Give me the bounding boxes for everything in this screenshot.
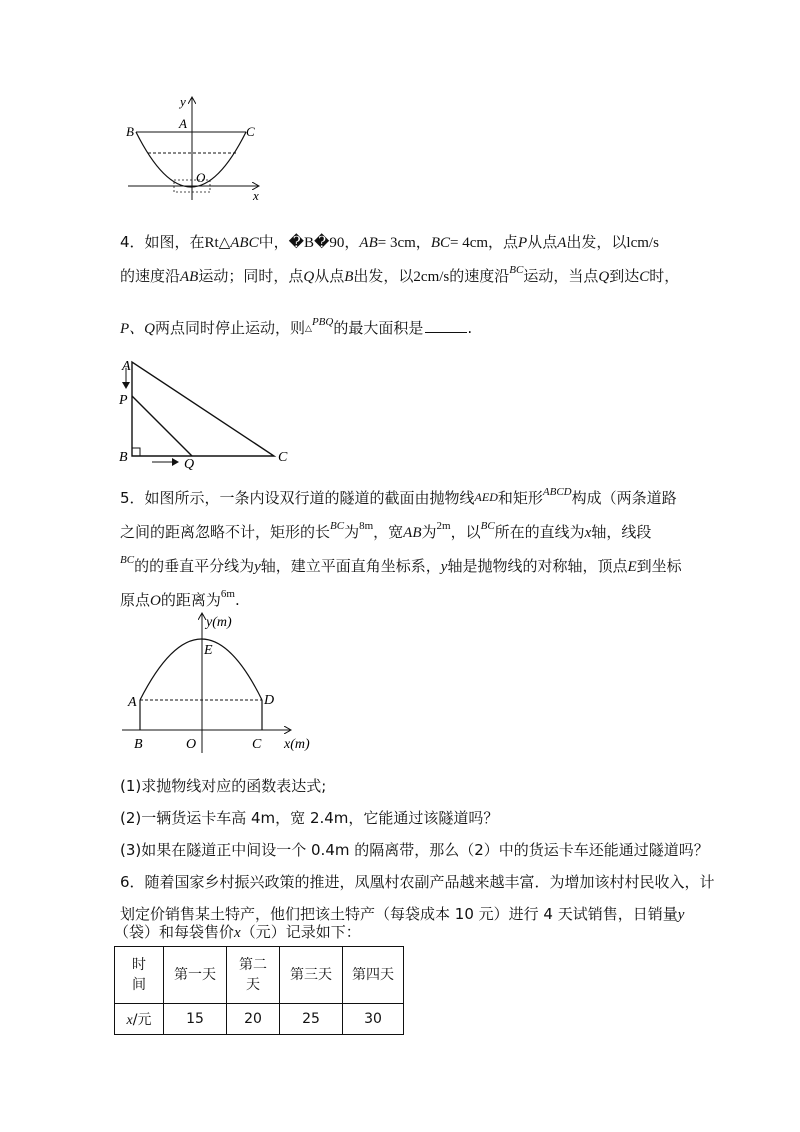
- q5-line1: [120, 488, 677, 510]
- q4-a: A: [557, 235, 567, 251]
- fig3-label-o: O: [186, 737, 197, 752]
- q4-angle: �B�90: [288, 235, 345, 251]
- q6-y: y: [677, 907, 685, 923]
- fig1-label-x: x: [253, 188, 259, 203]
- fig1-label-a: A: [179, 116, 187, 131]
- q4-text: 两点同时停止运动，则: [155, 319, 306, 337]
- q5-text: 原点: [120, 591, 151, 609]
- q4-rt: Rt△: [204, 235, 231, 251]
- fig1-label-y: y: [180, 94, 186, 109]
- fig2-label-p: P: [119, 393, 128, 408]
- q4-b: B: [344, 269, 354, 285]
- q5-y: y: [254, 559, 261, 575]
- q5-text: 构成（两条道路: [571, 489, 677, 507]
- q5-sub-3: (3)如果在隧道正中间设一个 0.4m 的隔离带，那么（2）中的货运卡车还能通过隧道吗？: [120, 841, 709, 859]
- q4-text: 4．如图，在: [120, 233, 205, 251]
- q4-text: 的最大面积是: [333, 319, 424, 337]
- q5-text: 到坐标: [636, 557, 682, 575]
- q6-line3: [114, 922, 361, 943]
- q5-sub-2: (2)一辆货运卡车高 4m，宽 2.4m，它能通过该隧道吗？: [120, 809, 499, 827]
- triangle-icon: △: [305, 324, 312, 334]
- q5-ab: AB: [403, 525, 422, 541]
- figure-parabola-bowl: [118, 92, 268, 204]
- q4-text: 从点: [527, 233, 558, 251]
- q4-speed2: 2cm/s: [413, 269, 450, 285]
- q5-sub-1: (1)求抛物线对应的函数表达式;: [120, 777, 327, 795]
- q5-width: 2m: [436, 520, 451, 532]
- q5-text: 的距离为: [160, 591, 221, 609]
- fig1-label-o: O: [196, 170, 206, 185]
- q4-text: 时，: [649, 267, 680, 285]
- fig2-label-q: Q: [184, 457, 195, 472]
- q5-text: 轴是抛物线的对称轴，顶点: [447, 557, 628, 575]
- fig3-label-d: D: [264, 693, 275, 708]
- q5-bc: BC: [480, 520, 495, 532]
- q4-q: Q: [303, 269, 315, 285]
- q5-line2: [120, 522, 651, 544]
- q4-pq: P、Q: [120, 321, 155, 337]
- table-header-cell: 第二 天: [227, 947, 280, 1004]
- q4-text: ，点: [488, 233, 519, 251]
- q6-text: （元）记录如下：: [240, 923, 361, 941]
- q4-line3: [120, 318, 472, 341]
- q4-text: 中，: [258, 233, 289, 251]
- q5-text: 所在的直线为: [494, 523, 585, 541]
- q4-text: 运动，当点: [523, 267, 599, 285]
- q6-text: 划定价销售某土特产，他们把该土特产（每袋成本 10 元）进行 4 天试销售，日销量: [120, 905, 678, 923]
- table-cell: 25: [280, 1004, 343, 1035]
- q5-bc: BC: [330, 520, 345, 532]
- table-header-cell: 第一天: [164, 947, 227, 1004]
- table-cell: 15: [164, 1004, 227, 1035]
- fig3-label-b: B: [134, 737, 143, 752]
- figure-right-triangle: [116, 354, 296, 474]
- table-cell: 20: [227, 1004, 280, 1035]
- q5-text: 的的垂直平分线为: [134, 557, 255, 575]
- fig3-label-a: A: [128, 695, 137, 710]
- q4-pbq: PBQ: [311, 316, 334, 328]
- q5-line3: [120, 556, 682, 578]
- q5-text: 和矩形: [497, 489, 543, 507]
- fig1-label-b: B: [126, 124, 134, 139]
- q5-text: 5．如图所示，一条内设双行道的隧道的截面由抛物线: [120, 489, 475, 507]
- q4-text: .: [467, 319, 473, 337]
- q4-line1: [120, 232, 659, 253]
- q6-x: x: [234, 925, 241, 941]
- q5-o: O: [150, 593, 161, 609]
- q5-y: y: [440, 559, 448, 575]
- q4-speed1: lcm/s: [626, 235, 659, 251]
- q4-text: 的速度沿: [449, 267, 510, 285]
- q4-ab: AB: [359, 235, 378, 251]
- q4-text: 出发，以: [353, 267, 414, 285]
- q5-text: ，以: [450, 523, 481, 541]
- table-cell: 30: [343, 1004, 404, 1035]
- q5-abcd: ABCD: [542, 486, 572, 498]
- fig3-label-x: x(m): [284, 737, 310, 752]
- q5-text: ，宽: [373, 523, 404, 541]
- q5-aed: AED: [474, 490, 498, 504]
- q4-text: 从点: [314, 267, 345, 285]
- table-header-cell: 第三天: [280, 947, 343, 1004]
- q5-bc: BC: [120, 554, 135, 566]
- table-header-cell: 时 间: [115, 947, 164, 1004]
- q5-length: 8m: [359, 520, 374, 532]
- table-header-row: [115, 947, 404, 1004]
- q4-bc: BC: [430, 235, 450, 251]
- q5-x: x: [584, 525, 592, 541]
- q4-line2: [120, 266, 679, 288]
- q4-text: ，: [415, 233, 431, 251]
- fig3-label-e: E: [204, 643, 213, 658]
- table-row-label: x/元: [115, 1004, 164, 1035]
- q5-text: .: [234, 591, 240, 609]
- q5-text: 轴，线段: [591, 523, 652, 541]
- q4-ab: AB: [180, 269, 199, 285]
- q5-text: 轴，建立平面直角坐标系，: [260, 557, 441, 575]
- q4-bc: BC: [509, 264, 524, 276]
- q4-text: 出发，以: [566, 233, 627, 251]
- q4-c: C: [639, 269, 650, 285]
- q5-text: 之间的距离忽略不计，矩形的长: [120, 523, 331, 541]
- q4-q: Q: [598, 269, 610, 285]
- table-row: [115, 1004, 404, 1035]
- q4-text: 到达: [609, 267, 640, 285]
- figure-tunnel: [118, 608, 328, 758]
- q4-ab-val: = 3cm: [377, 235, 416, 251]
- fig1-label-c: C: [246, 124, 255, 139]
- q4-text: ，: [344, 233, 360, 251]
- answer-blank[interactable]: [425, 318, 467, 333]
- q5-text: 为: [344, 523, 360, 541]
- q6-line1: 6．随着国家乡村振兴政策的推进，凤凰村农副产品越来越丰富．为增加该村村民收入，计: [120, 873, 715, 891]
- q5-distance: 6m: [220, 588, 235, 600]
- q4-text: 运动；同时，点: [198, 267, 304, 285]
- q4-text: 的速度沿: [120, 267, 181, 285]
- q5-text: 为: [421, 523, 437, 541]
- q5-e: E: [627, 559, 637, 575]
- fig3-label-c: C: [252, 737, 262, 752]
- q4-p: P: [518, 235, 528, 251]
- q4-abc: ABC: [230, 235, 259, 251]
- fig2-label-c: C: [278, 450, 288, 465]
- q6-text: （袋）和每袋售价: [114, 923, 235, 941]
- q4-bc-val: = 4cm: [449, 235, 489, 251]
- fig2-label-a: A: [122, 359, 131, 374]
- table-header-cell: 第四天: [343, 947, 404, 1004]
- sales-table: [114, 946, 404, 1035]
- fig2-label-b: B: [119, 450, 128, 465]
- fig3-label-y: y(m): [206, 615, 232, 630]
